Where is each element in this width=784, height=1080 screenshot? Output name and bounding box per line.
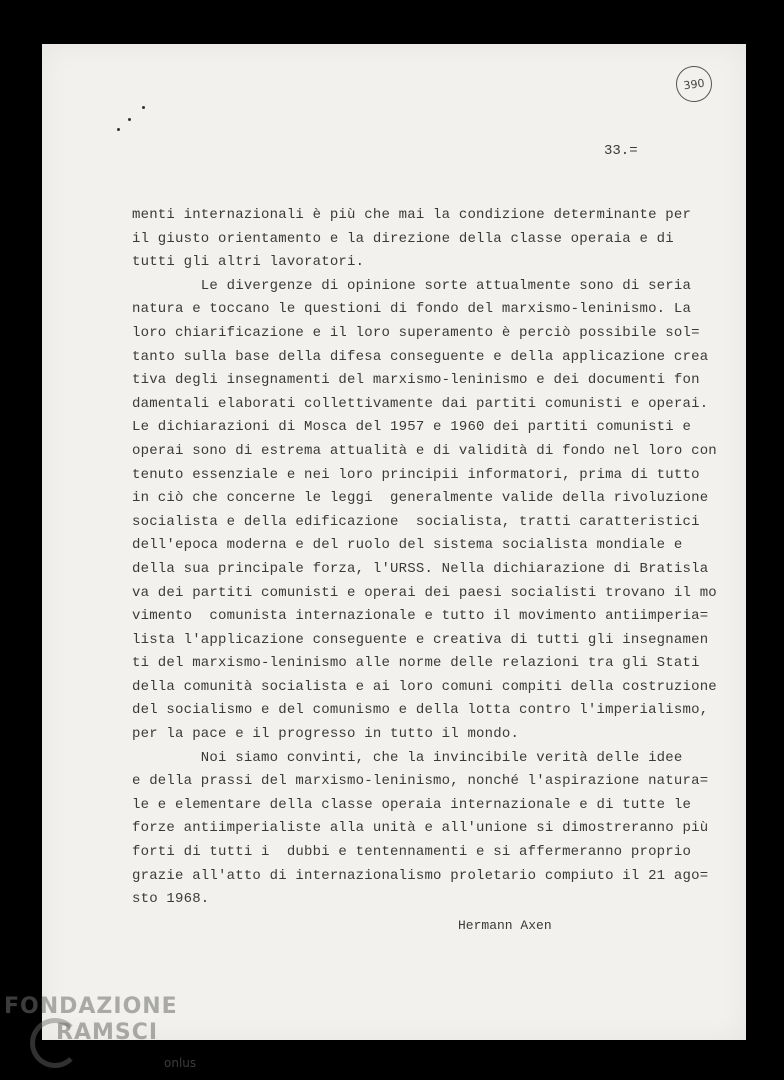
- text-line: ti del marxismo-leninismo alle norme delle relazioni tra gli Stati: [132, 655, 700, 672]
- text-line: per la pace e il progresso in tutto il mondo.: [132, 726, 520, 743]
- text-line: Le divergenze di opinione sorte attualmente sono di seria: [132, 277, 692, 294]
- paper-speck: [128, 118, 131, 121]
- text-line: forze antiimperialiste alla unità e all'unione si dimostreranno più: [132, 820, 709, 837]
- watermark-line1: FONDAZIONE: [4, 994, 178, 1019]
- text-line: vimento comunista internazionale e tutto il movimento antiimperia=: [132, 608, 709, 625]
- archive-stamp: 390: [674, 64, 715, 105]
- text-line: le e elementare della classe operaia internazionale e di tutte le: [132, 796, 692, 813]
- text-line: lista l'applicazione conseguente e creativa di tutti gli insegnamen: [132, 631, 709, 648]
- signature: Hermann Axen: [458, 918, 552, 933]
- text-line: del socialismo e del comunismo e della lotta contro l'imperialismo,: [132, 702, 709, 719]
- text-line: della sua principale forza, l'URSS. Nella dichiarazione di Bratisla: [132, 560, 709, 577]
- text-line: Noi siamo convinti, che la invincibile verità delle idee: [132, 749, 683, 766]
- text-line: tanto sulla base della difesa conseguente e della applicazione crea: [132, 348, 709, 365]
- document-body: [132, 204, 717, 912]
- text-line: tutti gli altri lavoratori.: [132, 254, 365, 271]
- text-line: sto 1968.: [132, 891, 210, 908]
- text-line: grazie all'atto di internazionalismo proletario compiuto il 21 ago=: [132, 867, 709, 884]
- text-line: va dei partiti comunisti e operai dei paesi socialisti trovano il mo: [132, 584, 717, 601]
- paper-speck: [142, 106, 145, 109]
- watermark: [4, 994, 197, 1070]
- text-line: e della prassi del marxismo-leninismo, nonché l'aspirazione natura=: [132, 773, 709, 790]
- paper-speck: [117, 128, 120, 131]
- text-line: dell'epoca moderna e del ruolo del sistema socialista mondiale e: [132, 537, 683, 554]
- text-line: natura e toccano le questioni di fondo del marxismo-leninismo. La: [132, 301, 692, 318]
- watermark-line2: RAMSCI: [56, 1020, 159, 1045]
- text-line: damentali elaborati collettivamente dai partiti comunisti e operai.: [132, 395, 709, 412]
- text-line: tenuto essenziale e nei loro principii informatori, prima di tutto: [132, 466, 700, 483]
- text-line: Le dichiarazioni di Mosca del 1957 e 1960 dei partiti comunisti e: [132, 419, 692, 436]
- text-line: il giusto orientamento e la direzione della classe operaia e di: [132, 230, 674, 247]
- text-line: loro chiarificazione e il loro superamento è perciò possibile sol=: [132, 324, 700, 341]
- text-line: tiva degli insegnamenti del marxismo-leninismo e dei documenti fon: [132, 372, 700, 389]
- page-number: 33.=: [604, 143, 638, 159]
- watermark-line3: onlus: [164, 1056, 197, 1070]
- text-line: socialista e della edificazione socialista, tratti caratteristici: [132, 513, 700, 530]
- text-line: menti internazionali è più che mai la condizione determinante per: [132, 207, 692, 223]
- text-line: operai sono di estrema attualità e di validità di fondo nel loro con: [132, 442, 717, 459]
- text-line: della comunità socialista e ai loro comuni compiti della costruzione: [132, 678, 717, 695]
- text-line: forti di tutti i dubbi e tentennamenti e si affermeranno proprio: [132, 844, 692, 861]
- text-line: in ciò che concerne le leggi generalmente valide della rivoluzione: [132, 490, 709, 507]
